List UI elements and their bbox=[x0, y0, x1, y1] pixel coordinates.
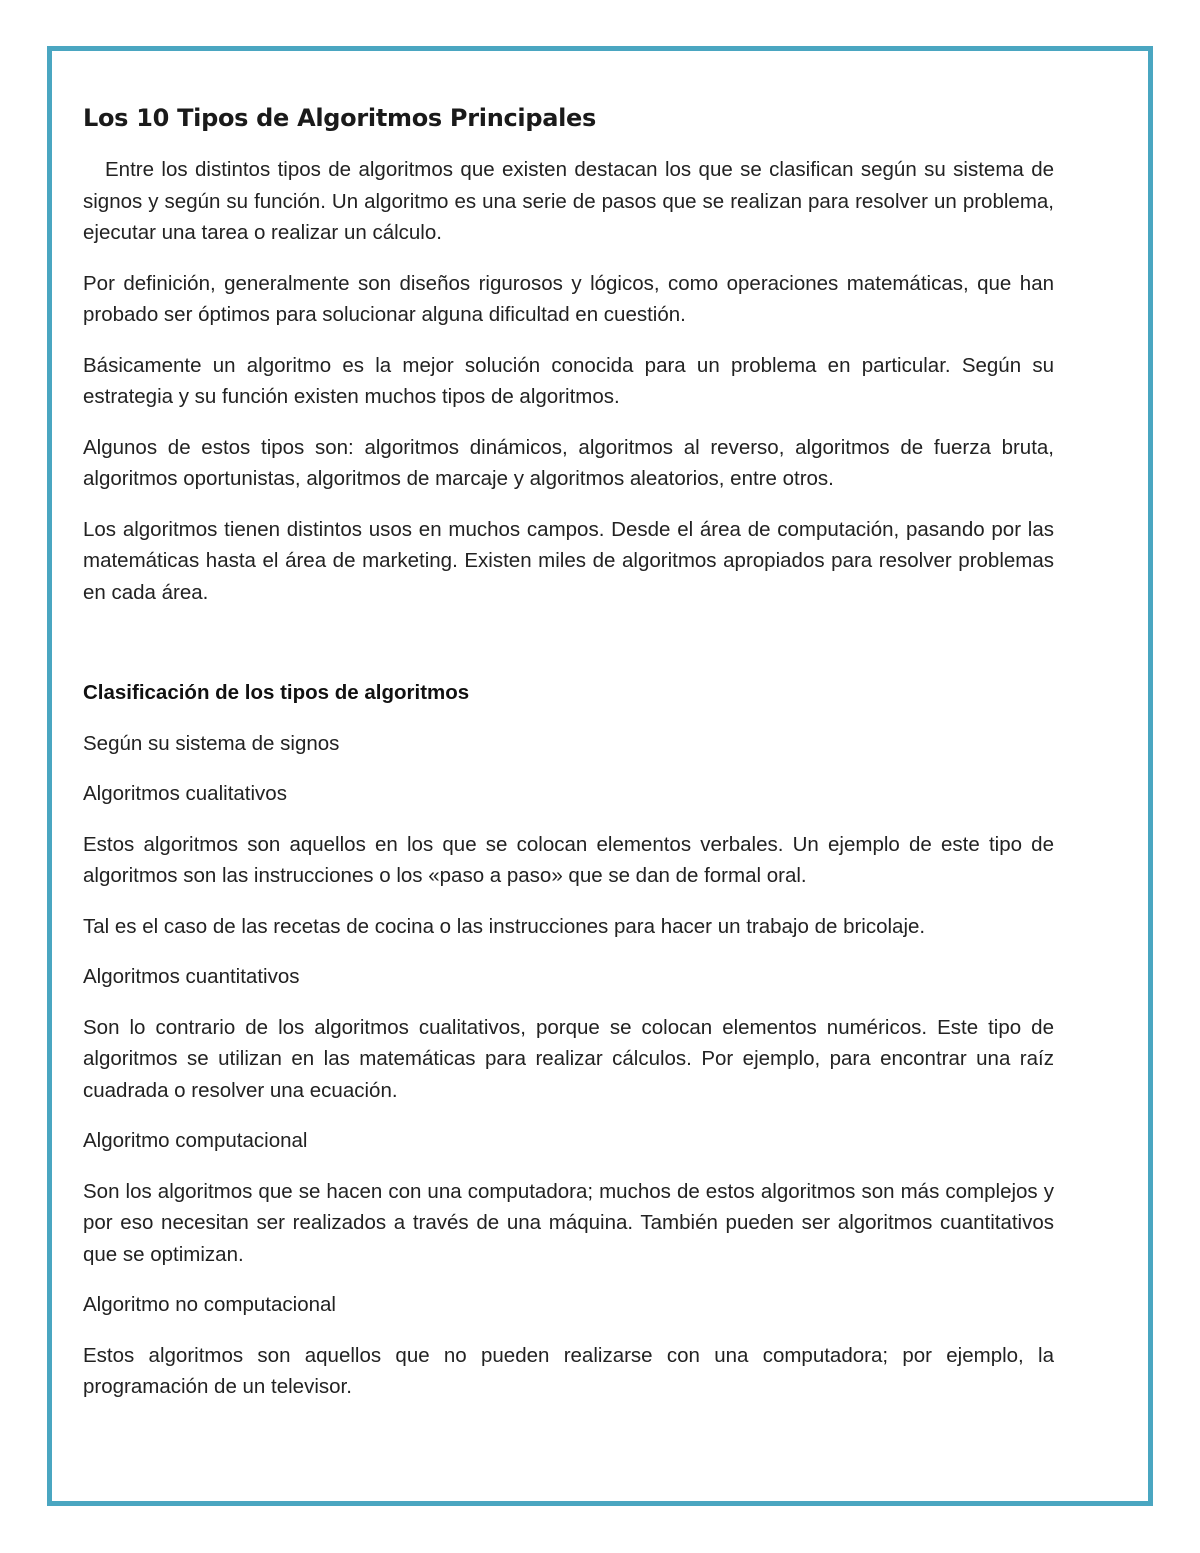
intro-paragraph: Entre los distintos tipos de algoritmos que existen destacan los que se clasifican según su sistema de signos y según su función. Un algoritmo es una serie de pasos que se realizan para resolver un problema, ejecutar una tarea o realizar un cálculo. bbox=[83, 158, 1054, 244]
document-body bbox=[83, 100, 1054, 1422]
type-heading-cualitativos: Algoritmos cualitativos bbox=[83, 782, 287, 805]
intro-paragraph: Básicamente un algoritmo es la mejor solución conocida para un problema en particular. Según su estrategia y su función existen muchos tipos de algoritmos. bbox=[83, 353, 1054, 408]
section-heading: Clasificación de los tipos de algoritmos bbox=[83, 681, 470, 704]
type-description: Estos algoritmos son aquellos que no pueden realizarse con una computadora; por ejemplo, la programación de un televisor. bbox=[83, 1343, 1054, 1398]
intro-paragraph: Algunos de estos tipos son: algoritmos dinámicos, algoritmos al reverso, algoritmos de fuerza bruta, algoritmos oportunistas, algoritmos de marcaje y algoritmos aleatorios, entre otros. bbox=[83, 435, 1054, 490]
section-spacer bbox=[83, 627, 1054, 677]
type-description: Son lo contrario de los algoritmos cualitativos, porque se colocan elementos numéricos. Este tipo de algoritmos se utilizan en las matemáticas para realizar cálculos. Por ejemplo, para encontrar una raíz cuadrada o resolver una ecuación. bbox=[83, 1015, 1054, 1102]
document-title: Los 10 Tipos de Algoritmos Principales bbox=[83, 104, 596, 132]
type-heading-no-computacional: Algoritmo no computacional bbox=[83, 1293, 336, 1316]
type-description: Tal es el caso de las recetas de cocina o las instrucciones para hacer un trabajo de bricolaje. bbox=[83, 914, 926, 938]
group-label: Según su sistema de signos bbox=[83, 731, 340, 755]
intro-paragraph: Los algoritmos tienen distintos usos en muchos campos. Desde el área de computación, pasando por las matemáticas hasta el área de marketing. Existen miles de algoritmos apropiados para resolver problemas en cada área. bbox=[83, 517, 1054, 604]
type-description: Son los algoritmos que se hacen con una computadora; muchos de estos algoritmos son más complejos y por eso necesitan ser realizados a través de una máquina. También pueden ser algoritmos cuantitativos que se optimizan. bbox=[83, 1179, 1054, 1266]
type-heading-computacional: Algoritmo computacional bbox=[83, 1129, 308, 1152]
type-heading-cuantitativos: Algoritmos cuantitativos bbox=[83, 965, 300, 988]
intro-paragraph: Por definición, generalmente son diseños rigurosos y lógicos, como operaciones matemáticas, que han probado ser óptimos para solucionar alguna dificultad en cuestión. bbox=[83, 271, 1054, 326]
type-description: Estos algoritmos son aquellos en los que se colocan elementos verbales. Un ejemplo de este tipo de algoritmos son las instrucciones o los «paso a paso» que se dan de formal oral. bbox=[83, 832, 1054, 887]
